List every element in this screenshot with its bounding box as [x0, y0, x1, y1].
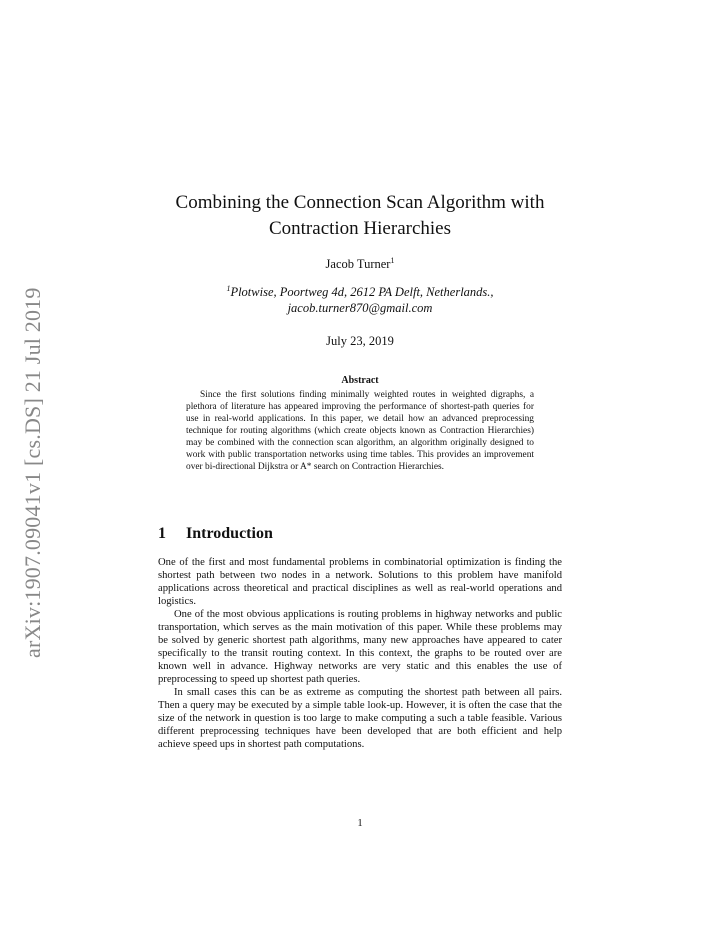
abstract-text: Since the first solutions finding minimally weighted routes in weighted digraphs, a plethora of literature has appeared improving the performance of shortest-path queries for use in real-world applications. In this paper, we detail how an advanced preprocessing technique for routing algorithms (which create objects known as Contraction Hierarchies) may be combined with the connection scan algorithm, an algorithm originally designed to work with public transportation networks using time tables. This provides an improvement over bi-directional Dijkstra or A* search on Contraction Hierarchies.	[186, 390, 534, 472]
arxiv-identifier: arXiv:1907.09041v1 [cs.DS] 21 Jul 2019	[20, 287, 45, 658]
page-number: 1	[357, 818, 363, 829]
section-heading	[158, 525, 562, 543]
affiliation	[158, 284, 562, 316]
paper-title	[158, 190, 562, 242]
paragraph: One of the first and most fundamental problems in combinatorial optimization is finding the shortest path between two nodes in a network. Solutions to this problem have manifold applications across theoretical and practical disciplines as well as real-world operations and logistics.	[158, 557, 562, 607]
paragraph: One of the most obvious applications is routing problems in highway networks and public transportation, which serves as the main motivation of this paper. While these problems may be solved by generic shortest path algorithms, many new approaches have appeared to cater specifically to the transit routing context. In this context, the graphs to be routed over are known well in advance. Highway networks are very static and this enables the use of preprocessing to speed up shortest path queries.	[158, 609, 562, 685]
author-name: Jacob Turner	[325, 257, 391, 271]
author-superscript: 1	[390, 255, 395, 265]
section-number: 1	[158, 525, 166, 542]
arxiv-stamp	[20, 258, 44, 658]
title-line-1: Combining the Connection Scan Algorithm with	[175, 192, 545, 213]
affiliation-superscript: 1	[226, 283, 231, 293]
author	[158, 257, 562, 272]
section-title: Introduction	[186, 525, 273, 542]
title-line-2: Contraction Hierarchies	[268, 218, 451, 239]
abstract-heading: Abstract	[341, 375, 379, 386]
body-text	[158, 556, 562, 751]
affiliation-email: jacob.turner870@gmail.com	[287, 301, 433, 315]
paragraph: In small cases this can be as extreme as computing the shortest path between all pairs. Then a query may be executed by a simple table look-up. However, it is often the case that the size of the network in question is too large to make computing a such a table feasible. Various different preprocessing techniques have been developed that are both efficient and help achieve speed ups in shortest path computations.	[158, 687, 562, 750]
paper-date: July 23, 2019	[326, 334, 394, 348]
affiliation-address: Plotwise, Poortweg 4d, 2612 PA Delft, Netherlands.,	[230, 285, 494, 299]
